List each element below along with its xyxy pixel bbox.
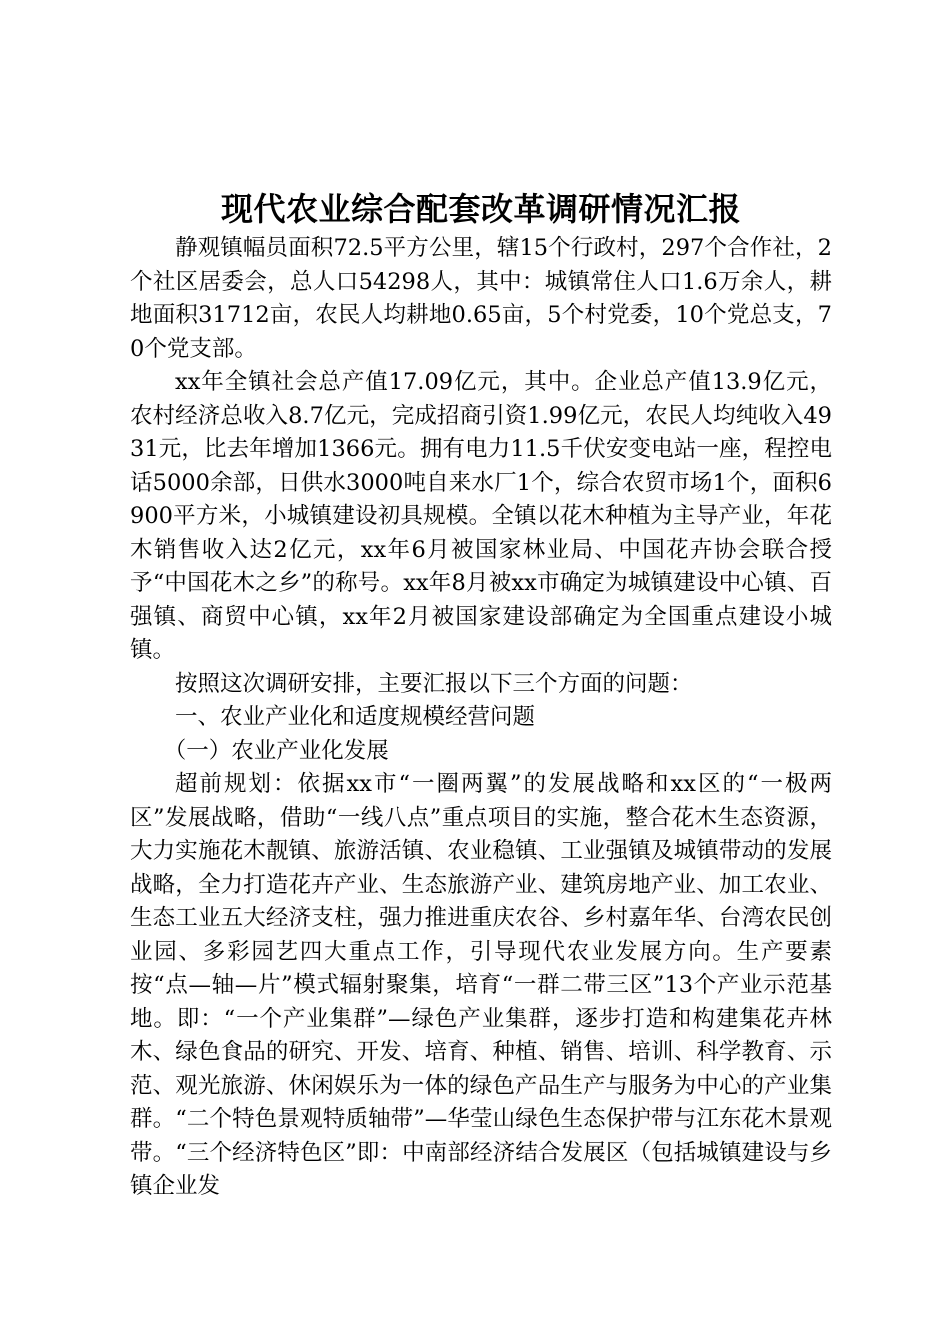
- section-heading: 一、农业产业化和适度规模经营问题: [175, 704, 536, 730]
- document-title: 现代农业综合配套改革调研情况汇报: [220, 190, 741, 228]
- paragraph-planning: 超前规划：依据xx市“一圈两翼”的发展战略和xx区的“一极两区”发展战略，借助“一线八点”重点项目的实施，整合花木生态资源，大力实施花木靓镇、旅游活镇、农业稳镇、工业强镇及城镇带动的发展战略，全力打造花卉产业、生态旅游产业、建筑房地产业、加工农业、生态工业五大经济支柱，强力推进重庆农谷、乡村嘉年华、台湾农民创业园、多彩园艺四大重点工作，引导现代农业发展方向。生产要素按“点—轴—片”模式辐射聚集，培育“一群二带三区”13个产业示范基地。即：“一个产业集群”—绿色产业集群，逐步打造和构建集花卉林木、绿色食品的研究、开发、培育、种植、销售、培训、科学教育、示范、观光旅游、休闲娱乐为一体的绿色产品生产与服务为中心的产业集群。“二个特色景观特质轴带”—华莹山绿色生态保护带与江东花木景观带。“三个经济特色区”即：中南部经济结合发展区（包括城镇建设与乡镇企业发: [130, 771, 832, 1199]
- subsection-heading: （一）农业产业化发展: [163, 737, 389, 764]
- document-page: [130, 186, 832, 1204]
- paragraph-economy: xx年全镇社会总产值17.09亿元，其中。企业总产值13.9亿元，农村经济总收入8.7亿元，完成招商引资1.99亿元，农民人均纯收入4931元，比去年增加1366元。拥有电力11.5千伏安变电站一座，程控电话5000余部，日供水3000吨自来水厂1个，综合农贸市场1个，面积6900平方米，小城镇建设初具规模。全镇以花木种植为主导产业，年花木销售收入达2亿元，xx年6月被国家林业局、中国花卉协会联合授予“中国花木之乡”的称号。xx年8月被xx市确定为城镇建设中心镇、百强镇、商贸中心镇，xx年2月被国家建设部确定为全国重点建设小城镇。: [130, 369, 832, 663]
- paragraph-intro: 按照这次调研安排，主要汇报以下三个方面的问题：: [175, 670, 693, 697]
- paragraph-overview: 静观镇幅员面积72.5平方公里，辖15个行政村，297个合作社，2个社区居委会，总人口54298人，其中：城镇常住人口1.6万余人，耕地面积31712亩，农民人均耕地0.65亩，5个村党委，10个党总支，70个党支部。: [130, 235, 832, 362]
